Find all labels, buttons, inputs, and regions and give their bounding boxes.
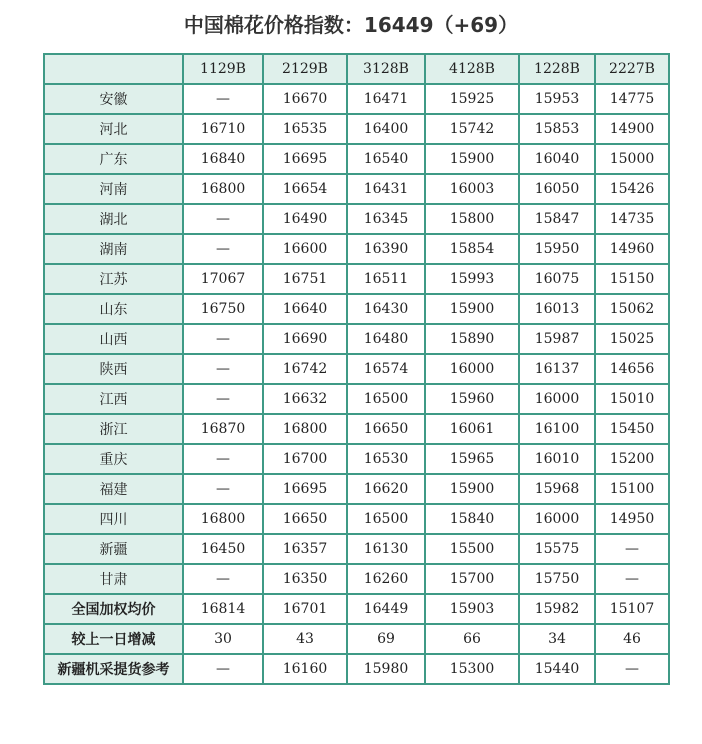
- row-label: 四川: [44, 504, 183, 534]
- price-cell: 16800: [263, 414, 347, 444]
- price-cell: 16500: [347, 504, 425, 534]
- row-label: 新疆机采提货参考: [44, 654, 183, 684]
- price-cell: 16471: [347, 84, 425, 114]
- row-label: 重庆: [44, 444, 183, 474]
- header-corner-cell: [44, 54, 183, 84]
- table-row: [44, 204, 669, 234]
- table-row: [44, 114, 669, 144]
- price-cell: 34: [519, 624, 595, 654]
- row-label: 广东: [44, 144, 183, 174]
- column-header: 3128B: [347, 54, 425, 84]
- price-cell: 66: [425, 624, 519, 654]
- price-cell: 16449: [347, 594, 425, 624]
- price-cell: 15980: [347, 654, 425, 684]
- price-cell: 16431: [347, 174, 425, 204]
- price-cell: 16010: [519, 444, 595, 474]
- price-cell: —: [183, 654, 263, 684]
- table-row: [44, 534, 669, 564]
- price-cell: 15847: [519, 204, 595, 234]
- price-cell: 16061: [425, 414, 519, 444]
- price-cell: 16654: [263, 174, 347, 204]
- price-cell: —: [183, 474, 263, 504]
- price-cell: 16750: [183, 294, 263, 324]
- price-cell: 15025: [595, 324, 669, 354]
- price-cell: 16751: [263, 264, 347, 294]
- price-cell: 16430: [347, 294, 425, 324]
- row-label: 河北: [44, 114, 183, 144]
- row-label: 江苏: [44, 264, 183, 294]
- table-row: [44, 144, 669, 174]
- row-label: 湖北: [44, 204, 183, 234]
- price-cell: 16260: [347, 564, 425, 594]
- price-cell: 15960: [425, 384, 519, 414]
- price-cell: 15426: [595, 174, 669, 204]
- price-cell: 69: [347, 624, 425, 654]
- table-row: [44, 354, 669, 384]
- column-header: 4128B: [425, 54, 519, 84]
- price-cell: 15450: [595, 414, 669, 444]
- price-cell: 16040: [519, 144, 595, 174]
- price-cell: 16137: [519, 354, 595, 384]
- price-cell: 14900: [595, 114, 669, 144]
- row-label: 山东: [44, 294, 183, 324]
- price-cell: 16670: [263, 84, 347, 114]
- table-row: [44, 174, 669, 204]
- table-row: [44, 444, 669, 474]
- price-cell: 15750: [519, 564, 595, 594]
- price-cell: 16345: [347, 204, 425, 234]
- price-cell: 16130: [347, 534, 425, 564]
- price-cell: 16574: [347, 354, 425, 384]
- price-cell: 15150: [595, 264, 669, 294]
- price-cell: 16650: [263, 504, 347, 534]
- price-cell: 15700: [425, 564, 519, 594]
- price-cell: 15300: [425, 654, 519, 684]
- price-cell: 15900: [425, 294, 519, 324]
- column-header: 1228B: [519, 54, 595, 84]
- row-label: 安徽: [44, 84, 183, 114]
- price-cell: —: [183, 84, 263, 114]
- price-cell: 15925: [425, 84, 519, 114]
- price-cell: 16690: [263, 324, 347, 354]
- price-cell: 30: [183, 624, 263, 654]
- price-cell: 43: [263, 624, 347, 654]
- price-cell: 15010: [595, 384, 669, 414]
- row-label: 新疆: [44, 534, 183, 564]
- price-cell: 16500: [347, 384, 425, 414]
- column-header: 2129B: [263, 54, 347, 84]
- price-cell: 17067: [183, 264, 263, 294]
- price-cell: 15965: [425, 444, 519, 474]
- price-cell: 16480: [347, 324, 425, 354]
- price-cell: 16003: [425, 174, 519, 204]
- price-cell: 16695: [263, 144, 347, 174]
- price-cell: 14960: [595, 234, 669, 264]
- row-label: 全国加权均价: [44, 594, 183, 624]
- price-cell: 16050: [519, 174, 595, 204]
- table-row: [44, 324, 669, 354]
- table-row: [44, 384, 669, 414]
- table-row: [44, 84, 669, 114]
- price-cell: 15982: [519, 594, 595, 624]
- price-cell: 16160: [263, 654, 347, 684]
- price-cell: 16490: [263, 204, 347, 234]
- price-cell: 16075: [519, 264, 595, 294]
- cotton-price-table: [43, 53, 670, 685]
- price-cell: 16000: [519, 384, 595, 414]
- price-cell: 15993: [425, 264, 519, 294]
- table-row: [44, 504, 669, 534]
- row-label: 山西: [44, 324, 183, 354]
- price-cell: 16700: [263, 444, 347, 474]
- price-cell: 16511: [347, 264, 425, 294]
- price-cell: —: [183, 384, 263, 414]
- price-cell: 16800: [183, 174, 263, 204]
- price-cell: 15903: [425, 594, 519, 624]
- row-label: 甘肃: [44, 564, 183, 594]
- price-cell: 16450: [183, 534, 263, 564]
- row-label: 湖南: [44, 234, 183, 264]
- price-cell: 16000: [519, 504, 595, 534]
- price-cell: 15953: [519, 84, 595, 114]
- price-cell: —: [595, 564, 669, 594]
- column-header: 1129B: [183, 54, 263, 84]
- table-row: [44, 654, 669, 684]
- column-header: 2227B: [595, 54, 669, 84]
- price-cell: 16632: [263, 384, 347, 414]
- price-cell: 16742: [263, 354, 347, 384]
- table-row: [44, 234, 669, 264]
- price-cell: 14735: [595, 204, 669, 234]
- price-cell: 15800: [425, 204, 519, 234]
- price-cell: —: [595, 654, 669, 684]
- table-row: [44, 264, 669, 294]
- price-cell: 16870: [183, 414, 263, 444]
- price-cell: 46: [595, 624, 669, 654]
- price-cell: 15440: [519, 654, 595, 684]
- row-label: 较上一日增减: [44, 624, 183, 654]
- price-cell: 14775: [595, 84, 669, 114]
- price-cell: 15575: [519, 534, 595, 564]
- price-cell: 15950: [519, 234, 595, 264]
- price-cell: 16695: [263, 474, 347, 504]
- price-cell: 15968: [519, 474, 595, 504]
- table-row: [44, 624, 669, 654]
- price-cell: 15854: [425, 234, 519, 264]
- price-cell: 15107: [595, 594, 669, 624]
- price-cell: 16540: [347, 144, 425, 174]
- row-label: 河南: [44, 174, 183, 204]
- table-row: [44, 294, 669, 324]
- price-cell: 16350: [263, 564, 347, 594]
- price-cell: —: [183, 204, 263, 234]
- price-cell: —: [183, 354, 263, 384]
- header-row: [44, 54, 669, 84]
- price-cell: —: [183, 234, 263, 264]
- table-row: [44, 474, 669, 504]
- table-row: [44, 594, 669, 624]
- price-cell: 16000: [425, 354, 519, 384]
- price-cell: 15987: [519, 324, 595, 354]
- price-cell: 15500: [425, 534, 519, 564]
- row-label: 陕西: [44, 354, 183, 384]
- price-cell: 15900: [425, 144, 519, 174]
- price-cell: 16357: [263, 534, 347, 564]
- price-cell: 16640: [263, 294, 347, 324]
- price-cell: 16100: [519, 414, 595, 444]
- price-cell: —: [183, 444, 263, 474]
- price-cell: 16600: [263, 234, 347, 264]
- price-cell: 15100: [595, 474, 669, 504]
- price-cell: 16800: [183, 504, 263, 534]
- price-cell: 16620: [347, 474, 425, 504]
- price-cell: —: [183, 564, 263, 594]
- price-cell: 15000: [595, 144, 669, 174]
- table-row: [44, 564, 669, 594]
- price-cell: 16400: [347, 114, 425, 144]
- price-cell: 15840: [425, 504, 519, 534]
- price-cell: 16814: [183, 594, 263, 624]
- price-cell: 16013: [519, 294, 595, 324]
- price-cell: 15900: [425, 474, 519, 504]
- price-cell: 16530: [347, 444, 425, 474]
- page-title: 中国棉花价格指数：16449（+69）: [183, 13, 519, 37]
- row-label: 江西: [44, 384, 183, 414]
- price-cell: 15062: [595, 294, 669, 324]
- price-cell: 15742: [425, 114, 519, 144]
- price-cell: —: [595, 534, 669, 564]
- price-cell: 16710: [183, 114, 263, 144]
- row-label: 福建: [44, 474, 183, 504]
- price-cell: 14656: [595, 354, 669, 384]
- price-cell: 15890: [425, 324, 519, 354]
- price-cell: 16650: [347, 414, 425, 444]
- price-cell: 15200: [595, 444, 669, 474]
- table-row: [44, 414, 669, 444]
- price-cell: —: [183, 324, 263, 354]
- price-cell: 16701: [263, 594, 347, 624]
- price-cell: 16840: [183, 144, 263, 174]
- price-cell: 16390: [347, 234, 425, 264]
- price-cell: 15853: [519, 114, 595, 144]
- row-label: 浙江: [44, 414, 183, 444]
- price-cell: 14950: [595, 504, 669, 534]
- price-cell: 16535: [263, 114, 347, 144]
